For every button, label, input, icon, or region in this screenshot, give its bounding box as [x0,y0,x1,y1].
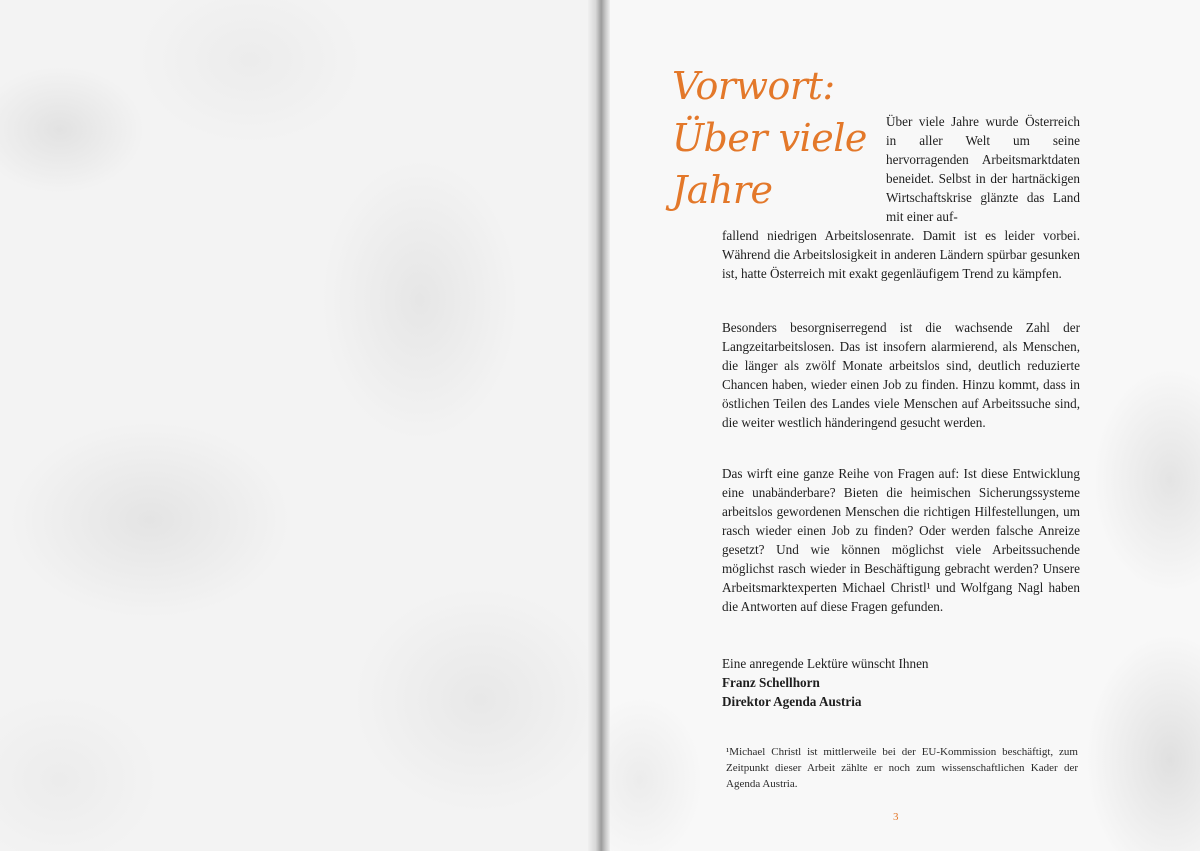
heading-line-3: Jahre [672,168,773,212]
heading-line-1: Vorwort: [672,64,835,108]
heading-line-2: Über viele [672,116,867,160]
author-name: Franz Schellhorn [722,675,820,690]
intro-paragraph-lead: Über viele Jahre wurde Österreich in aller Welt um seine hervorragenden Arbeitsmarktdaten beneidet. Selbst in der hartnäckigen Wirtschaftskrise glänzte das Land mit einer auf- [886,114,1080,224]
closing-greeting: Eine anregende Lektüre wünscht Ihnen [722,656,929,671]
book-spine [588,0,610,851]
author-title: Direktor Agenda Austria [722,694,862,709]
closing-signature [722,654,1080,711]
page-number: 3 [893,811,899,823]
chapter-heading [672,60,872,216]
left-page [0,0,598,851]
intro-paragraph-continuation: fallend niedrigen Arbeitslosenrate. Damit ist es leider vorbei. Während die Arbeitslosigkeit in anderen Ländern spürbar gesunken ist, hatte Österreich mit exakt gegenläufigem Trend zu kämpfen. [722,228,1080,281]
paragraph-2: Besonders besorgniserregend ist die wachsende Zahl der Langzeitarbeitslosen. Das ist insofern alarmierend, als Menschen, die länger als zwölf Monate arbeitslos sind, deutlich reduzierte Chancen haben, wieder einen Job zu finden. Hinzu kommt, dass in östlichen Teilen des Landes viele Menschen auf Arbeitssuche sind, die weiter westlich händeringend gesucht werden. [722,320,1080,430]
paragraph-3: Das wirft eine ganze Reihe von Fragen auf: Ist diese Entwicklung eine unabänderbare? Bieten die heimischen Sicherungssysteme arbeitslos gewordenen Menschen die richtigen Hilfestellungen, um rasch wieder einen Job zu finden? Oder werden falsche Anreize gesetzt? Und wie können möglichst viele Arbeitssuchende möglichst rasch wieder in Beschäftigung gebracht werden? Unsere Arbeitsmarktexperten Michael Christl¹ und Wolfgang Nagl haben die Antworten auf diese Fragen gefunden. [722,466,1080,614]
footnote: ¹Michael Christl ist mittlerweile bei der EU-Kommission beschäftigt, zum Zeitpunkt dieser Arbeit zählte er noch zum wissenschaftlichen Kader der Agenda Austria. [726,746,1078,790]
